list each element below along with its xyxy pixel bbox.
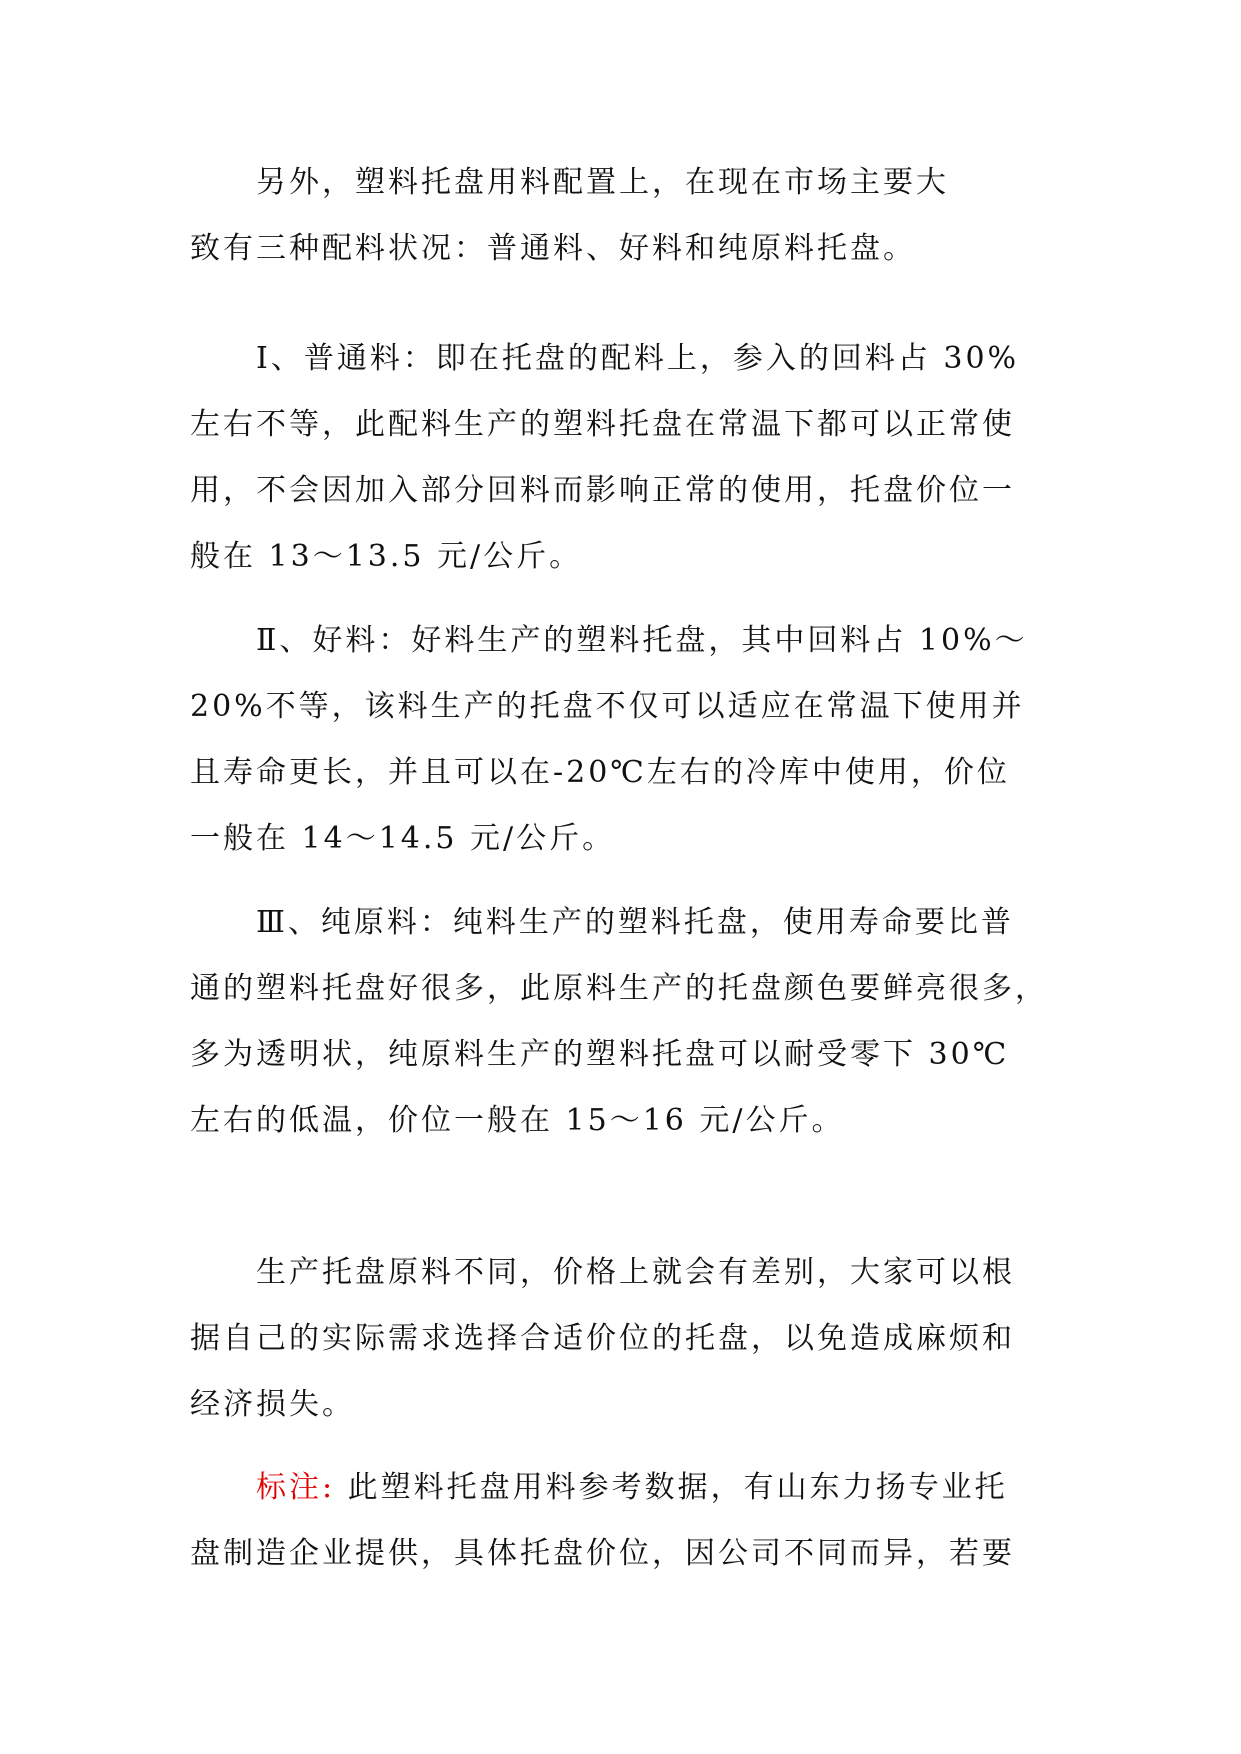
paragraph-good-material <box>190 608 1028 872</box>
text-line: 经济损失。 <box>190 1387 355 1422</box>
text-line: 般在 13～13.5 元/公斤。 <box>190 539 583 574</box>
paragraph-note <box>190 1455 1020 1587</box>
text-line: 20%不等，该料生产的托盘不仅可以适应在常温下使用并 <box>190 689 1025 724</box>
text-line: 据自己的实际需求选择合适价位的托盘，以免造成麻烦和 <box>190 1321 1015 1356</box>
paragraph-conclusion <box>190 1240 1020 1438</box>
text-line: 用，不会因加入部分回料而影响正常的使用，托盘价位一 <box>190 473 1015 508</box>
text-line: 且寿命更长，并且可以在-20℃左右的冷库中使用，价位 <box>190 755 1010 790</box>
text-line: 一般在 14～14.5 元/公斤。 <box>190 821 616 856</box>
text-line: Ⅱ、好料：好料生产的塑料托盘，其中回料占 10%～ <box>256 623 1028 658</box>
text-line: 盘制造企业提供，具体托盘价位，因公司不同而异，若要 <box>190 1536 1015 1571</box>
text-line: 生产托盘原料不同，价格上就会有差别，大家可以根 <box>256 1255 1015 1290</box>
paragraph-ordinary-material <box>190 326 1020 590</box>
text-line: 致有三种配料状况：普通料、好料和纯原料托盘。 <box>190 231 916 266</box>
text-line: Ⅲ、纯原料：纯料生产的塑料托盘，使用寿命要比普 <box>256 905 1014 940</box>
note-text: 此塑料托盘用料参考数据，有山东力扬专业托 <box>347 1470 1008 1505</box>
paragraph-pure-material <box>190 890 1048 1154</box>
text-line: 左右的低温，价位一般在 15～16 元/公斤。 <box>190 1103 845 1138</box>
text-line: 左右不等，此配料生产的塑料托盘在常温下都可以正常使 <box>190 407 1015 442</box>
text-line: 通的塑料托盘好很多，此原料生产的托盘颜色要鲜亮很多， <box>190 971 1048 1006</box>
text-line: Ⅰ、普通料：即在托盘的配料上，参入的回料占 30% <box>256 341 1020 376</box>
text-line: 多为透明状，纯原料生产的塑料托盘可以耐受零下 30℃ <box>190 1037 1010 1072</box>
note-label: 标注: <box>256 1470 336 1505</box>
paragraph-intro <box>190 150 1020 282</box>
text-line <box>190 1455 1020 1521</box>
text-line: 另外，塑料托盘用料配置上，在现在市场主要大 <box>256 165 949 200</box>
